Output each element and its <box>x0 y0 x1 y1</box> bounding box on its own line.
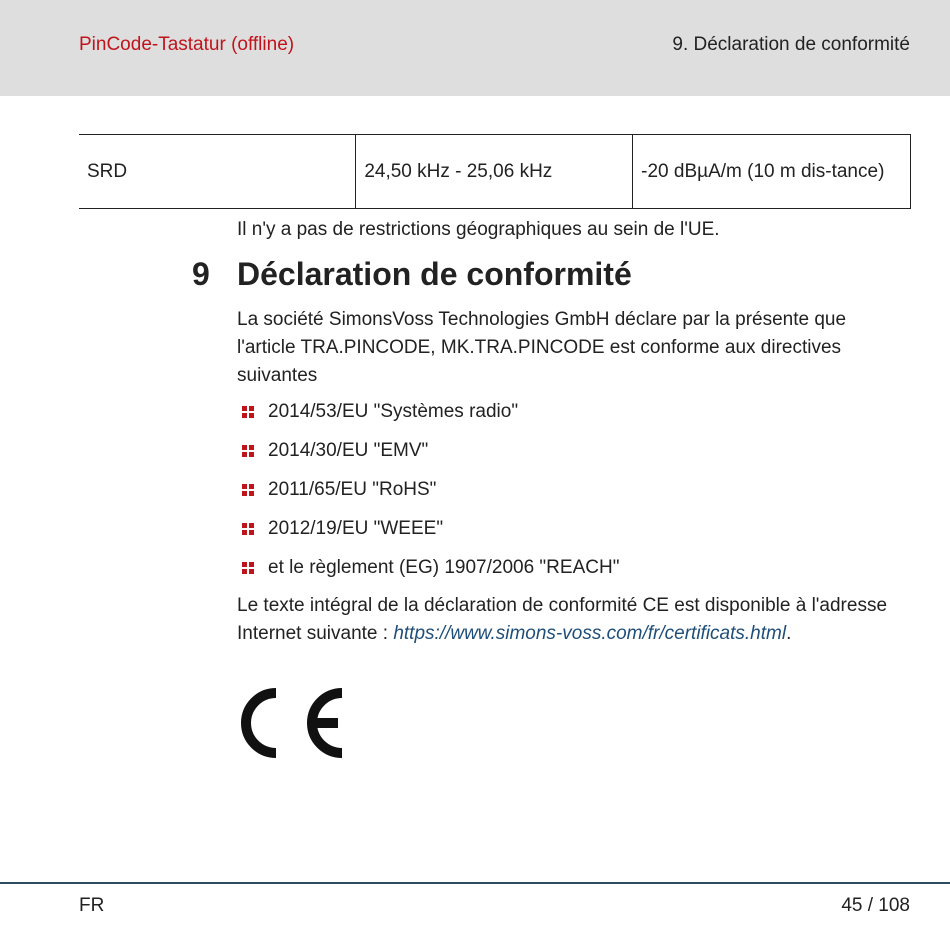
directive-text: 2014/53/EU "Systèmes radio" <box>268 401 519 422</box>
section-number: 9 <box>192 256 210 292</box>
list-item <box>242 437 619 476</box>
directive-text: 2011/65/EU "RoHS" <box>268 479 437 500</box>
header-chapter-title: 9. Déclaration de conformité <box>672 34 910 55</box>
bullet-squares-icon <box>242 406 254 418</box>
list-item <box>242 476 619 515</box>
footer-language: FR <box>79 895 105 916</box>
restrictions-note: Il n'y a pas de restrictions géographiques au sein de l'UE. <box>237 219 720 240</box>
list-item <box>242 398 619 437</box>
ce-mark-icon <box>236 683 348 763</box>
bullet-squares-icon <box>242 484 254 496</box>
directive-text: 2012/19/EU "WEEE" <box>268 518 444 539</box>
directive-text: 2014/30/EU "EMV" <box>268 440 429 461</box>
bullet-squares-icon <box>242 445 254 457</box>
fulltext-suffix: . <box>786 623 792 644</box>
intro-paragraph: La société SimonsVoss Technologies GmbH déclare par la présente que l'article TRA.PINCODE, MK.TRA.PINCODE est conforme aux directives suivantes <box>237 309 847 386</box>
bullet-squares-icon <box>242 562 254 574</box>
fulltext-paragraph <box>237 592 897 648</box>
list-item <box>242 515 619 554</box>
fulltext-prefix: Le texte intégral de la déclaration de conformité CE est disponible à l'adresse Internet suivante : <box>237 595 888 644</box>
certificates-link[interactable]: https://www.simons-voss.com/fr/certificats.html <box>393 623 787 644</box>
bullet-squares-icon <box>242 523 254 535</box>
header-product-title: PinCode-Tastatur (offline) <box>79 34 295 55</box>
table-row <box>79 135 911 209</box>
frequency-table <box>79 134 911 209</box>
directive-list <box>242 398 619 593</box>
table-cell-power: -20 dBµA/m (10 m dis-tance) <box>633 135 911 209</box>
page-header <box>0 0 950 96</box>
footer-page-number: 45 / 108 <box>841 895 910 916</box>
section-title: Déclaration de conformité <box>237 256 632 292</box>
directive-text: et le règlement (EG) 1907/2006 "REACH" <box>268 557 620 578</box>
footer-divider <box>0 882 950 884</box>
table-cell-band: SRD <box>79 135 356 209</box>
list-item <box>242 554 619 593</box>
table-cell-frequency: 24,50 kHz - 25,06 kHz <box>356 135 633 209</box>
